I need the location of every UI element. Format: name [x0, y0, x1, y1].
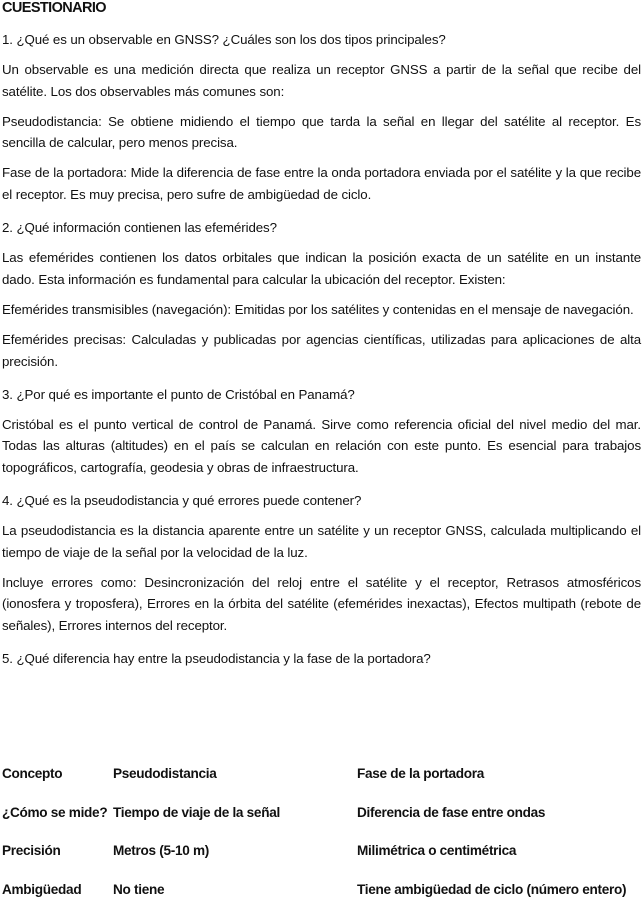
- question-3: 3. ¿Por qué es importante el punto de Cristóbal en Panamá?: [2, 386, 355, 402]
- question-2: 2. ¿Qué información contienen las efemérides?: [2, 220, 277, 236]
- q4-errors-paragraph: Incluye errores como: Desincronización del reloj entre el satélite y el receptor, Retrasos atmosféricos (ionosfera y troposfera), Errores en la órbita del satélite (efemérides inexactas), Efectos multipath (rebote de señales), Errores internos del receptor.: [2, 574, 641, 633]
- header-cell-carrier-phase: Fase de la portadora: [357, 765, 484, 781]
- q1-pseudorange-paragraph: Pseudodistancia: Se obtiene midiendo el tiempo que tarda la señal en llegar del satélite al receptor. Es sencilla de calcular, pero menos precisa.: [2, 113, 641, 151]
- question-1: 1. ¿Qué es un observable en GNSS? ¿Cuáles son los dos tipos principales?: [2, 32, 446, 47]
- q1-carrier-phase-paragraph: Fase de la portadora: Mide la diferencia de fase entre la onda portadora enviada por el satélite y la que recibe el receptor. Es muy precisa, pero sufre de ambigüedad de ciclo.: [2, 165, 641, 202]
- table-cell-concept: Ambigüedad: [2, 881, 82, 897]
- table-row: [2, 870, 638, 909]
- table-cell-carrier-phase: Diferencia de fase entre ondas: [357, 804, 546, 820]
- q4-answer-paragraph: La pseudodistancia es la distancia aparente entre un satélite y un receptor GNSS, calculada multiplicando el tiempo de viaje de la señal por la velocidad de la luz.: [2, 523, 641, 560]
- header-cell-concept: Concepto: [2, 765, 63, 781]
- table-cell-carrier-phase: Milimétrica o centimétrica: [357, 843, 517, 859]
- question-4: 4. ¿Qué es la pseudodistancia y qué errores puede contener?: [2, 493, 362, 509]
- table-row: [2, 793, 638, 832]
- q2-intro-paragraph: Las efemérides contienen los datos orbitales que indican la posición exacta de un satélite en un instante dado. Esta información es fundamental para calcular la ubicación del receptor. Existen:: [2, 250, 641, 287]
- table-cell-pseudorange: Metros (5-10 m): [113, 843, 209, 859]
- question-5: 5. ¿Qué diferencia hay entre la pseudodistancia y la fase de la portadora?: [2, 650, 431, 666]
- q1-intro-paragraph: Un observable es una medición directa que realiza un receptor GNSS a partir de la señal que recibe del satélite. Los dos observables más comunes son:: [2, 62, 641, 99]
- q3-answer-paragraph: Cristóbal es el punto vertical de control de Panamá. Sirve como referencia oficial del nivel medio del mar. Todas las alturas (altitudes) en el país se calculan en relación con este punto. Es esencial para trabajos topográficos, cartografía, geodesia y obras de infraestructura.: [2, 417, 641, 475]
- header-cell-pseudorange: Pseudodistancia: [113, 765, 217, 781]
- q2-precise-ephemeris-paragraph: Efemérides precisas: Calculadas y publicadas por agencias científicas, utilizadas para aplicaciones de alta precisión.: [2, 332, 641, 369]
- table-cell-carrier-phase: Tiene ambigüedad de ciclo (número entero): [357, 881, 627, 897]
- table-cell-concept: ¿Cómo se mide?: [2, 804, 108, 820]
- comparison-table: [2, 754, 638, 909]
- table-header-row: [2, 754, 638, 793]
- table-cell-pseudorange: No tiene: [113, 881, 165, 897]
- document-title: CUESTIONARIO: [2, 0, 106, 16]
- table-cell-pseudorange: Tiempo de viaje de la señal: [113, 804, 280, 820]
- q2-broadcast-ephemeris-paragraph: Efemérides transmisibles (navegación): Emitidas por los satélites y contenidas en el mensaje de navegación.: [2, 301, 634, 317]
- table-cell-concept: Precisión: [2, 843, 61, 859]
- table-row: [2, 831, 638, 870]
